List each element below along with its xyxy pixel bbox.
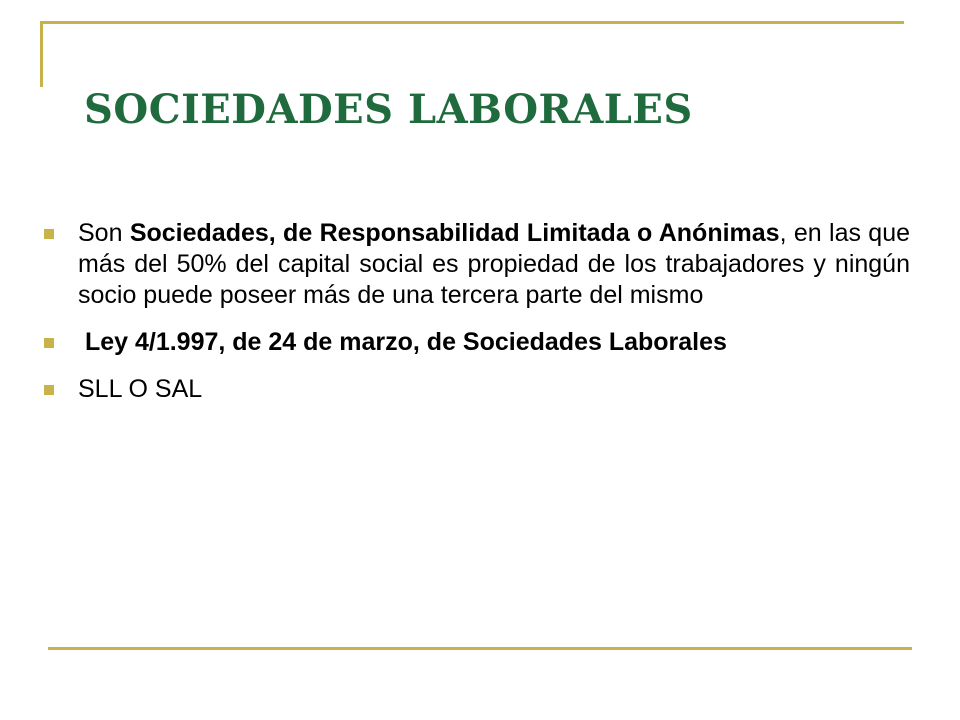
bottom-decorative-rule: [48, 647, 912, 650]
bullet-item-law: [40, 327, 910, 358]
bullet-item-definition: [40, 218, 910, 311]
bullet-list: [40, 218, 910, 421]
square-bullet-icon: [44, 385, 54, 395]
bullet-text-law: Ley 4/1.997, de 24 de marzo, de Sociedades Laborales: [78, 328, 727, 356]
left-decorative-rule: [40, 21, 43, 87]
top-decorative-rule: [40, 21, 904, 24]
bullet-text-lead: Son: [78, 219, 130, 247]
square-bullet-icon: [44, 338, 54, 348]
square-bullet-icon: [44, 229, 54, 239]
slide-title: SOCIEDADES LABORALES: [84, 86, 693, 133]
bullet-text: [78, 218, 910, 311]
bullet-item-acronyms: [40, 374, 910, 405]
bullet-text-acronyms: SLL O SAL: [78, 375, 203, 403]
bullet-text-rest: , en las que más del 50% del capital social es propiedad de los trabajadores y ningún socio puede poseer más de una tercera parte del mismo: [78, 219, 911, 309]
bullet-text-emphasis: Sociedades, de Responsabilidad Limitada o Anónimas: [129, 219, 780, 247]
